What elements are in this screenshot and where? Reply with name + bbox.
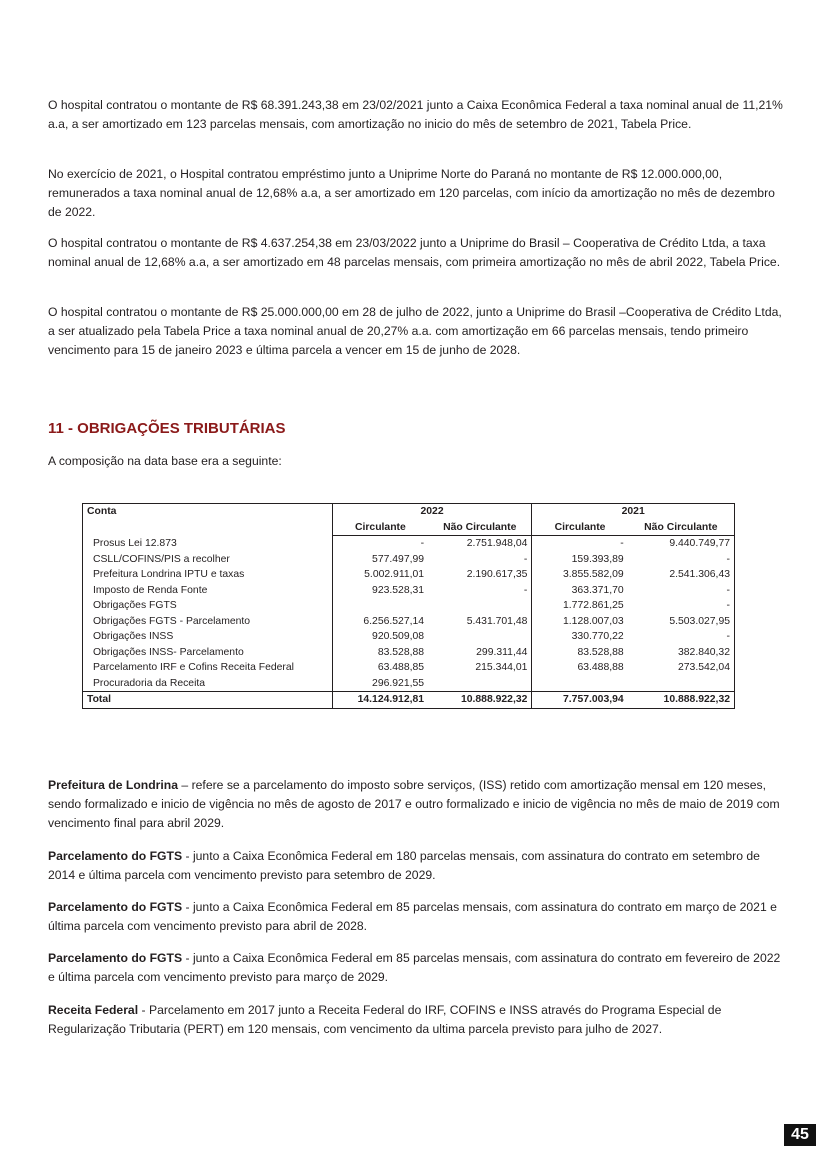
cell-c2021: 159.393,89 [532,552,628,568]
cell-nc2021: - [628,583,735,599]
note-label: Parcelamento do FGTS [48,951,183,965]
cell-c2021: 1.128.007,03 [532,614,628,630]
note-text: junto a Caixa Econômica Federal em 85 parcelas mensais, com assinatura do contrato em março de 2021 e última parcela com vencimento previsto para abril de 2028. [48,900,777,933]
paragraph-caixa-loan: O hospital contratou o montante de R$ 68.391.243,38 em 23/02/2021 junto a Caixa Econômica Federal a taxa nominal anual de 11,21% a.a, a ser amortizado em 123 parcelas mensais, com amortização no inicio do mês de setembro de 2021, Tabela Price. [48,98,783,131]
cell-nc2022: 299.311,44 [476,646,528,658]
cell-nc2022: 2.751.948,04 [466,538,528,549]
cell-c2021: 363.371,70 [532,583,628,599]
cell-nc2022: - [523,584,528,596]
note-separator: - [182,900,193,914]
col-header-2022: 2022 [332,504,532,520]
row-name: Obrigações FGTS - Parcelamento [83,614,333,630]
col-header-conta: Conta [83,504,333,536]
table-row [83,598,735,614]
tax-obligations-table [82,503,735,709]
note-fgts-2021 [48,898,786,936]
cell-nc2022 [428,629,532,645]
total-nc2022: 10.888.922,32 [428,692,532,709]
row-name: Parcelamento IRF e Cofins Receita Federal [83,660,333,676]
note-text: junto a Caixa Econômica Federal em 85 parcelas mensais, com assinatura do contrato em fevereiro de 2022 e última parcela com vencimento previsto para março de 2029. [48,951,781,984]
cell-nc2021: 382.840,32 [628,645,735,661]
cell-c2022: - [332,536,428,552]
cell-c2022: 920.509,08 [332,629,428,645]
note-label: Receita Federal [48,1003,139,1017]
row-name: Obrigações INSS [83,629,333,645]
note-label: Prefeitura de Londrina [48,778,179,792]
total-nc2021: 10.888.922,32 [628,692,735,709]
note-prefeitura-londrina [48,776,786,833]
cell-nc2022 [428,598,532,614]
note-fgts-2014 [48,847,786,885]
page-number: 45 [784,1124,816,1146]
note-text: Parcelamento em 2017 junto a Receita Federal do IRF, COFINS e INSS através do Programa Especial de Regularização Tributaria (PERT) em 120 mensais, com vencimento da ultima parcela previsto para julho de 2027. [48,1003,722,1036]
col-header-nao-circulante-2022: Não Circulante [428,520,532,536]
row-name: Obrigações INSS- Parcelamento [83,645,333,661]
note-separator: - [138,1003,149,1017]
row-name: Procuradoria da Receita [83,676,333,692]
cell-c2022: 5.002.911,01 [332,567,428,583]
cell-c2022 [332,598,428,614]
section-heading: 11 - OBRIGAÇÕES TRIBUTÁRIAS [48,420,286,437]
cell-c2021: 63.488,88 [532,660,628,676]
table-row [83,614,735,630]
row-name: Imposto de Renda Fonte [83,583,333,599]
col-header-2021: 2021 [532,504,735,520]
note-separator: – [178,778,192,792]
note-separator: - [182,849,193,863]
cell-c2021: 1.772.861,25 [532,598,628,614]
cell-nc2022: 5.431.701,48 [466,615,528,627]
cell-c2021: 330.770,22 [532,629,628,645]
cell-nc2021: 9.440.749,77 [628,536,735,552]
table-row [83,629,735,645]
cell-nc2022: - [523,553,528,565]
paragraph-uniprime-brasil-loan-1: O hospital contratou o montante de R$ 4.637.254,38 em 23/03/2022 junto a Uniprime do Brasil – Cooperativa de Crédito Ltda, a taxa nominal anual de 12,68% a.a, a ser amortizado em 48 parcelas mensais, com primeira amortização no mês de abril 2022, Tabela Price. [48,236,781,269]
cell-c2021: 83.528,88 [532,645,628,661]
cell-c2022: 83.528,88 [332,645,428,661]
total-c2022: 14.124.912,81 [332,692,428,709]
cell-nc2022 [428,676,532,692]
row-name: CSLL/COFINS/PIS a recolher [83,552,333,568]
note-text: junto a Caixa Econômica Federal em 180 parcelas mensais, com assinatura do contrato em setembro de 2014 e última parcela com vencimento previsto para setembro de 2029. [48,849,760,882]
cell-nc2021: - [628,629,735,645]
note-fgts-2022 [48,949,786,987]
table-row [83,645,735,661]
table-row [83,567,735,583]
row-name: Obrigações FGTS [83,598,333,614]
total-c2021: 7.757.003,94 [532,692,628,709]
cell-nc2021: - [628,598,735,614]
section-intro: A composição na data base era a seguinte: [48,454,282,468]
cell-nc2021: 2.541.306,43 [628,567,735,583]
paragraph-uniprime-norte-loan: No exercício de 2021, o Hospital contratou empréstimo junto a Uniprime Norte do Paraná no montante de R$ 12.000.000,00, remunerados a taxa nominal anual de 12,68% a.a, a ser amortizado em 120 parcelas, com início da amortização no mês de dezembro de 2022. [48,167,775,219]
note-label: Parcelamento do FGTS [48,849,183,863]
row-name: Prosus Lei 12.873 [83,536,333,552]
col-header-nao-circulante-2021: Não Circulante [628,520,735,536]
total-label: Total [83,692,333,709]
cell-c2022: 63.488,85 [332,660,428,676]
cell-nc2022: 2.190.617,35 [466,569,528,580]
note-receita-federal [48,1001,786,1039]
cell-c2022: 577.497,99 [332,552,428,568]
cell-nc2021: - [628,552,735,568]
table-row [83,676,735,692]
table-year-header-row [83,504,735,520]
table-row [83,552,735,568]
cell-nc2021 [628,676,735,692]
row-name: Prefeitura Londrina IPTU e taxas [83,567,333,583]
table-row [83,583,735,599]
table-row [83,536,735,552]
note-text: refere se a parcelamento do imposto sobre serviços, (ISS) retido com amortização mensal em 120 meses, sendo formalizado e inicio de vigência no mês de agosto de 2017 e outro formalizado e inicio de vigência no mês de maio de 2019 com vencimento final para abril 2029. [48,778,780,830]
note-separator: - [182,951,193,965]
cell-c2021: - [532,536,628,552]
table-row [83,660,735,676]
cell-nc2022: 215.344,01 [475,662,528,673]
note-label: Parcelamento do FGTS [48,900,183,914]
table-total-row [83,692,735,709]
cell-c2021 [532,676,628,692]
col-header-circulante-2021: Circulante [532,520,628,536]
paragraph-uniprime-brasil-loan-2: O hospital contratou o montante de R$ 25.000.000,00 em 28 de julho de 2022, junto a Uniprime do Brasil –Cooperativa de Crédito Ltda, a ser atualizado pela Tabela Price a taxa nominal anual de 20,27% a.a. com amortização em 66 parcelas mensais, tendo primeiro vencimento para 15 de janeiro 2023 e última parcela a vencer em 15 de junho de 2028. [48,305,782,357]
cell-nc2021: 5.503.027,95 [628,614,735,630]
cell-c2022: 6.256.527,14 [332,614,428,630]
cell-c2022: 923.528,31 [332,583,428,599]
cell-c2021: 3.855.582,09 [532,567,628,583]
cell-c2022: 296.921,55 [332,676,428,692]
col-header-circulante-2022: Circulante [332,520,428,536]
cell-nc2021: 273.542,04 [628,660,735,676]
